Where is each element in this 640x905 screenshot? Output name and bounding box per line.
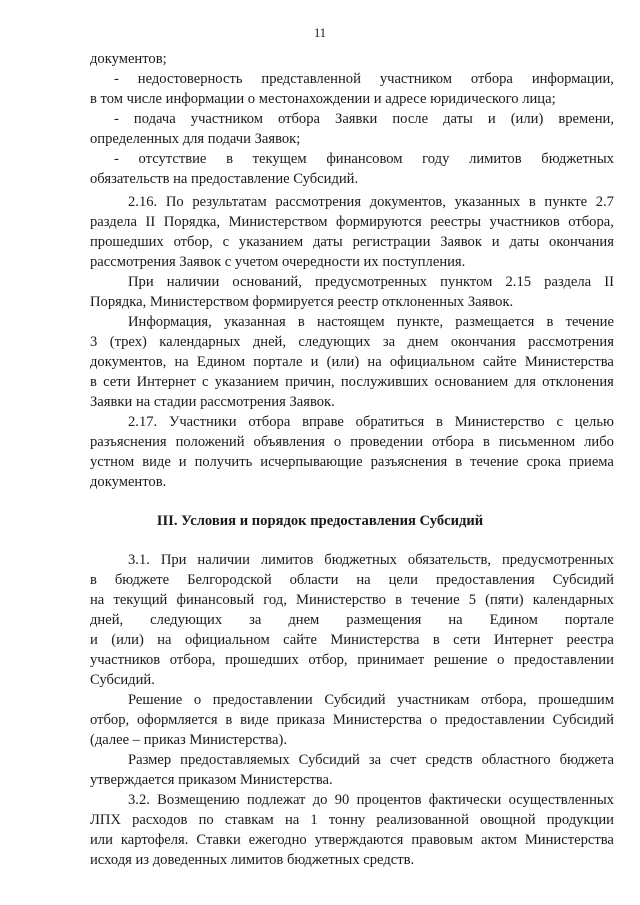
word: участникам [397,692,470,708]
text-line [90,332,614,352]
word: в [482,434,490,450]
word: документов, [90,354,167,370]
word: утверждаются [314,832,404,848]
word: отсутствие [138,151,207,167]
word: отбора, [481,692,527,708]
word: получить [194,454,253,470]
word: 3.2. [128,792,150,808]
word: на [367,354,382,370]
word: отбора [278,111,320,127]
text-line [90,590,614,610]
word: По [165,194,184,210]
word: и [491,234,500,250]
word: бюджета [559,752,614,768]
word: году [422,151,450,167]
word: обязательств, [407,552,492,568]
word: приема [568,454,614,470]
word: участником [190,111,263,127]
word: лимитов [469,151,522,167]
word: о [497,652,505,668]
text-line: рассмотрения Заявок с учетом очередности их поступления. [90,254,466,270]
word: Интернет [136,374,196,390]
word: принимает [357,652,425,668]
word: сети [103,374,131,390]
word: Заявок [440,234,482,250]
word: ЛПХ [90,812,121,828]
word: Министерством [228,214,328,230]
text-line: документов. [90,474,167,490]
word: течение [411,592,460,608]
word: размещается [455,314,535,330]
word: и [310,354,319,370]
page-number: 11 [313,26,327,40]
word: за [368,752,382,768]
word: тонну [328,812,366,828]
word: отбор, [90,712,130,728]
text-line [90,570,614,590]
word: виде [142,454,171,470]
word: области [289,572,339,588]
text-line [90,610,614,630]
word: Министерства [330,632,420,648]
text-line [90,352,614,372]
word: времени, [558,111,614,127]
word: за [249,612,262,628]
word: Ставки [196,832,241,848]
word: Едином [489,612,538,628]
word: для [514,374,536,390]
word: ежегодно [248,832,307,848]
word: овощной [480,812,536,828]
word: счет [390,752,417,768]
word: Субсидий [324,692,386,708]
word: устном [90,454,135,470]
word: Интернет [493,632,554,648]
word: и [487,111,496,127]
text-line [128,790,614,810]
word: 5 [468,592,477,608]
word: в [528,194,536,210]
word: документов, [369,194,446,210]
word: сайте [482,354,517,370]
word: предоставления [435,572,535,588]
word: настоящем [316,314,385,330]
word: предоставлении [212,692,313,708]
word: предоставлении [514,652,614,668]
word: Субсидий [552,712,614,728]
word: письменном [498,434,576,450]
word: или [90,832,113,848]
word: о [333,434,342,450]
text-line: определенных для подачи Заявок; [90,131,301,147]
word: о [429,712,438,728]
word: окончания [549,234,614,250]
word: недостоверность [137,71,243,87]
text-line [128,312,614,332]
word: предоставляемых [180,752,290,768]
word: до [312,792,328,808]
word: результатам [192,194,267,210]
word: по [198,812,214,828]
word: 3.1. [128,552,150,568]
word: бюджете [114,572,170,588]
text-line [114,149,614,169]
word: на [284,812,300,828]
word: даты [313,234,343,250]
word: Размер [128,752,172,768]
word: бюджетных [324,552,397,568]
text-line [90,212,614,232]
word: Министерства [332,712,422,728]
word: пунктом [440,274,493,290]
word: отбор, [308,652,348,668]
word: реестра [566,632,614,648]
word: осуществленных [508,792,614,808]
word: объявления [253,434,325,450]
word: раздела [544,274,592,290]
word: и [90,632,98,648]
word: пункте, [396,314,444,330]
word: участником [379,71,453,87]
text-line [114,69,614,89]
word: проведении [350,434,424,450]
word: текущий [113,592,168,608]
word: вправе [302,414,344,430]
word: указанная [223,314,286,330]
word: Субсидий [298,752,360,768]
word: Министерства [524,832,614,848]
word: в [226,151,233,167]
word: актом [481,832,517,848]
word: календарных [159,334,241,350]
word: предоставлении [444,712,545,728]
word: Решение [128,692,183,708]
word: с [222,234,230,250]
word: Возмещению [157,792,240,808]
word: - [114,151,119,167]
word: раздела [90,214,137,230]
word: после [392,111,429,127]
word: Участники [168,414,237,430]
word: приказа [276,712,326,728]
word: 2.17. [128,414,158,430]
word: продукции [546,812,614,828]
text-line: исходя из доведенных лимитов бюджетных средств. [90,852,415,868]
word: официальном [184,632,270,648]
word: цели [388,572,418,588]
word: официальном [389,354,475,370]
word: днем [407,334,439,350]
word: год, [263,592,287,608]
word: расходов [132,812,188,828]
word: Порядка, [163,214,221,230]
word: на [448,612,463,628]
word: следующих [150,612,223,628]
word: текущем [252,151,307,167]
word: прошедших [225,652,299,668]
word: в [435,414,443,430]
word: рассмотрения [528,334,614,350]
word: в [395,592,403,608]
word: 2.7 [595,194,614,210]
word: - [114,111,119,127]
word: виде [240,712,269,728]
text-line [128,272,614,292]
word: финансовом [326,151,403,167]
word: на [356,572,371,588]
word: наличии [197,552,250,568]
word: указанных [454,194,521,210]
section-heading: III. Условия и порядок предоставления Субсидий [156,513,484,529]
word: реестры [430,214,482,230]
word: окончания [450,334,516,350]
word: разъяснения [370,454,448,470]
word: на [90,592,105,608]
word: в [90,374,97,390]
text-line [90,810,614,830]
word: в [455,454,463,470]
text-line [128,412,614,432]
text-line: обязательств на предоставление Субсидий. [90,171,359,187]
text-line [90,432,614,452]
word: предусмотренных [315,274,427,290]
word: сети [453,632,481,648]
word: Министерство [296,592,386,608]
text-line [90,830,614,850]
word: 3 [90,334,98,350]
word: в [432,632,440,648]
word: решение [433,652,488,668]
word: сайте [283,632,317,648]
word: отбора, [568,214,614,230]
word: в [90,572,97,588]
word: портале [253,354,303,370]
word: Министерство [454,414,545,430]
word: на [174,354,189,370]
word: При [160,552,187,568]
word: ставкам [224,812,274,828]
word: рассмотрения [275,194,362,210]
word: причин, [285,374,335,390]
word: (пяти) [485,592,524,608]
text-line: (далее – приказ Министерства). [90,732,287,748]
word: разъяснения [90,434,167,450]
word: указанием [214,374,279,390]
word: срока [526,454,561,470]
word: пункте [544,194,588,210]
word: отбора [431,434,474,450]
word: областного [481,752,551,768]
word: отбора, [169,652,216,668]
word: размещения [346,612,422,628]
word: регистрации [352,234,431,250]
word: предусмотренных [501,552,614,568]
word: в [225,712,233,728]
text-line: Субсидий. [90,672,155,688]
word: и [178,454,187,470]
word: При [128,274,154,290]
word: Министерства [524,354,614,370]
text-line: Порядка, Министерством формируется реестр отклоненных Заявок. [90,294,514,310]
text-line [90,372,614,392]
word: течение [470,454,519,470]
word: оснований, [232,274,302,290]
word: Едином [196,354,246,370]
word: наличии [166,274,220,290]
text-line [128,690,614,710]
word: положений [175,434,245,450]
word: 2.15 [505,274,532,290]
word: на [157,632,172,648]
word: подлежат [247,792,306,808]
text-line: Заявки на стадии рассмотрения Заявок. [90,394,335,410]
word: Субсидий [552,572,614,588]
word: портале [564,612,614,628]
word: о [193,692,202,708]
word: 2.16. [128,194,158,210]
word: дней, [90,612,124,628]
word: средств [425,752,473,768]
text-line [114,109,614,129]
word: послуживших [340,374,429,390]
word: (или) [510,111,544,127]
word: указанием [238,234,304,250]
word: лимитов [260,552,314,568]
word: (трех) [109,334,147,350]
word: правовым [411,832,473,848]
word: календарных [532,592,614,608]
word: основанием [434,374,509,390]
word: Заявки [335,111,378,127]
word: участников [489,214,560,230]
text-line [90,232,614,252]
word: представленной [261,71,361,87]
word: Информация, [128,314,212,330]
word: бюджетных [541,151,614,167]
word: процентов [356,792,422,808]
word: II [145,214,156,230]
word: прошедшим [538,692,614,708]
word: за [382,334,396,350]
word: 90 [334,792,350,808]
text-line: утверждается приказом Министерства. [90,772,333,788]
word: целью [574,414,614,430]
word: участников [90,652,161,668]
word: отбора [248,414,291,430]
text-line [90,710,614,730]
word: 1 [310,812,318,828]
word: в [546,314,554,330]
word: дней, [252,334,287,350]
word: Белгородской [187,572,272,588]
word: с [556,414,563,430]
word: информации, [531,71,614,87]
word: исчерпывающие [260,454,363,470]
word: прошедших [90,234,164,250]
word: отбора [470,71,513,87]
text-line [128,750,614,770]
word: фактически [428,792,502,808]
text-line [90,452,614,472]
word: даты [443,111,473,127]
word: днем [288,612,320,628]
text-line: в том числе информации о местонахождении и адресе юридического лица; [90,91,556,107]
word: с [202,374,209,390]
word: либо [584,434,614,450]
word: следующих [298,334,371,350]
word: формируются [336,214,422,230]
word: в [297,314,305,330]
text-line [90,650,614,670]
word: картофеля. [120,832,189,848]
word: подача [133,111,176,127]
word: течение [565,314,614,330]
word: - [114,71,119,87]
text-line [128,192,614,212]
text-line [90,630,614,650]
word: финансовый [176,592,255,608]
word: (или) [111,632,144,648]
word: оформляется [136,712,218,728]
word: отклонения [542,374,614,390]
word: II [604,274,614,290]
word: даты [509,234,540,250]
text-line: документов; [90,51,167,67]
word: (или) [326,354,360,370]
word: обратиться [355,414,425,430]
word: отбор, [173,234,213,250]
word: реализованной [376,812,469,828]
text-line [128,550,614,570]
